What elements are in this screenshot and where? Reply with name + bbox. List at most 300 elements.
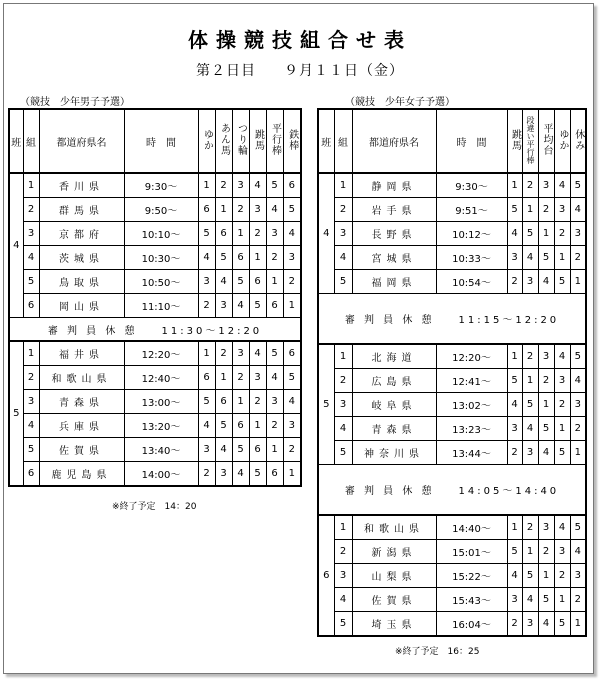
- pref-cell: 鳥取県: [39, 270, 124, 294]
- rest-label: 審 判 員 休 憩: [47, 325, 138, 337]
- order-cell: 4: [522, 417, 538, 441]
- header-event-label: 段違い平行棒: [526, 115, 535, 164]
- header-row: [9, 109, 301, 173]
- order-cell: 3: [522, 441, 538, 465]
- time-cell: 16:04〜: [436, 612, 507, 637]
- order-cell: 3: [507, 588, 522, 612]
- order-cell: 6: [266, 462, 283, 487]
- time-cell: 15:22〜: [436, 564, 507, 588]
- header-kumi: 組: [23, 109, 39, 173]
- header-event: [538, 109, 554, 173]
- order-cell: 1: [522, 369, 538, 393]
- day-label: 第２日目: [196, 63, 256, 79]
- time-cell: 15:01〜: [436, 540, 507, 564]
- order-cell: 2: [522, 515, 538, 540]
- order-cell: 3: [522, 612, 538, 637]
- pref-cell: 兵庫県: [39, 414, 124, 438]
- kumi-cell: 4: [334, 246, 352, 270]
- pref-cell: 和歌山県: [39, 366, 124, 390]
- header-event: [232, 109, 249, 173]
- order-cell: 2: [522, 173, 538, 198]
- kumi-cell: 1: [23, 341, 39, 366]
- order-cell: 4: [570, 198, 586, 222]
- table-row: [9, 390, 301, 414]
- pref-cell: 宮城県: [352, 246, 436, 270]
- order-cell: 2: [232, 366, 249, 390]
- table-row: [318, 441, 586, 465]
- kumi-cell: 3: [334, 393, 352, 417]
- table-row: [9, 341, 301, 366]
- header-event-label: 鉄棒: [286, 128, 298, 151]
- order-cell: 3: [554, 369, 570, 393]
- order-cell: 5: [538, 417, 554, 441]
- pref-cell: 山梨県: [352, 564, 436, 588]
- header-event-label: 休み: [572, 128, 584, 151]
- order-cell: 3: [538, 515, 554, 540]
- order-cell: 5: [249, 462, 266, 487]
- time-cell: 10:12〜: [436, 222, 507, 246]
- order-cell: 2: [507, 612, 522, 637]
- girls-caption: （競技 少年女子予選）: [345, 97, 455, 108]
- order-cell: 6: [198, 198, 215, 222]
- order-cell: 6: [283, 341, 301, 366]
- table-row: [9, 366, 301, 390]
- pref-cell: 群馬県: [39, 198, 124, 222]
- time-cell: 15:43〜: [436, 588, 507, 612]
- order-cell: 1: [215, 198, 232, 222]
- page-title: 体操競技組合せ表: [188, 28, 412, 52]
- rest-row: [318, 294, 586, 345]
- pref-cell: 福岡県: [352, 270, 436, 294]
- rest-row: [318, 465, 586, 516]
- time-cell: 12:20〜: [124, 341, 198, 366]
- order-cell: 5: [522, 222, 538, 246]
- order-cell: 4: [570, 369, 586, 393]
- han-cell: 4: [9, 173, 23, 318]
- order-cell: 6: [232, 414, 249, 438]
- kumi-cell: 1: [334, 515, 352, 540]
- order-cell: 4: [538, 270, 554, 294]
- order-cell: 1: [554, 417, 570, 441]
- order-cell: 6: [215, 390, 232, 414]
- order-cell: 1: [570, 612, 586, 637]
- order-cell: 4: [522, 246, 538, 270]
- order-cell: 3: [507, 417, 522, 441]
- time-cell: 10:10〜: [124, 222, 198, 246]
- table-row: [9, 294, 301, 318]
- rest-time: 11:30〜12:20: [161, 325, 263, 337]
- order-cell: 5: [507, 369, 522, 393]
- order-cell: 2: [570, 588, 586, 612]
- order-cell: 1: [283, 462, 301, 487]
- order-cell: 4: [266, 366, 283, 390]
- table-row: [9, 270, 301, 294]
- order-cell: 5: [249, 294, 266, 318]
- order-cell: 2: [554, 564, 570, 588]
- order-cell: 3: [507, 246, 522, 270]
- kumi-cell: 6: [23, 462, 39, 487]
- order-cell: 5: [538, 588, 554, 612]
- girls-schedule-table: [317, 108, 587, 637]
- pref-cell: 青森県: [39, 390, 124, 414]
- order-cell: 2: [198, 462, 215, 487]
- boys-end-note: ※終了予定 14：20: [112, 502, 197, 512]
- order-cell: 3: [215, 294, 232, 318]
- order-cell: 4: [507, 222, 522, 246]
- order-cell: 2: [283, 438, 301, 462]
- order-cell: 3: [554, 198, 570, 222]
- order-cell: 1: [554, 588, 570, 612]
- order-cell: 1: [538, 222, 554, 246]
- rest-time: 11:15〜12:20: [458, 315, 560, 326]
- table-row: [318, 270, 586, 294]
- order-cell: 5: [215, 414, 232, 438]
- table-row: [318, 344, 586, 369]
- table-row: [318, 588, 586, 612]
- time-cell: 13:40〜: [124, 438, 198, 462]
- kumi-cell: 2: [23, 366, 39, 390]
- order-cell: 5: [198, 222, 215, 246]
- kumi-cell: 3: [23, 222, 39, 246]
- order-cell: 2: [283, 270, 301, 294]
- time-cell: 13:00〜: [124, 390, 198, 414]
- order-cell: 1: [522, 540, 538, 564]
- kumi-cell: 5: [334, 270, 352, 294]
- han-cell: 6: [318, 515, 334, 636]
- order-cell: 5: [522, 564, 538, 588]
- order-cell: 1: [507, 515, 522, 540]
- order-cell: 5: [554, 612, 570, 637]
- order-cell: 1: [232, 390, 249, 414]
- order-cell: 4: [507, 393, 522, 417]
- time-cell: 14:40〜: [436, 515, 507, 540]
- order-cell: 1: [249, 414, 266, 438]
- time-cell: 12:41〜: [436, 369, 507, 393]
- order-cell: 2: [266, 246, 283, 270]
- order-cell: 2: [249, 390, 266, 414]
- order-cell: 2: [198, 294, 215, 318]
- time-cell: 12:20〜: [436, 344, 507, 369]
- han-cell: 5: [318, 344, 334, 465]
- kumi-cell: 5: [334, 612, 352, 637]
- order-cell: 2: [538, 369, 554, 393]
- time-cell: 10:30〜: [124, 246, 198, 270]
- order-cell: 6: [198, 366, 215, 390]
- order-cell: 3: [570, 393, 586, 417]
- kumi-cell: 3: [334, 564, 352, 588]
- order-cell: 3: [522, 270, 538, 294]
- pref-cell: 和歌山県: [352, 515, 436, 540]
- rest-cell: [318, 465, 586, 516]
- order-cell: 1: [507, 173, 522, 198]
- order-cell: 1: [538, 393, 554, 417]
- table-row: [9, 246, 301, 270]
- order-cell: 3: [249, 366, 266, 390]
- table-row: [318, 540, 586, 564]
- order-cell: 5: [215, 246, 232, 270]
- order-cell: 3: [198, 270, 215, 294]
- order-cell: 6: [249, 438, 266, 462]
- order-cell: 6: [283, 173, 301, 198]
- kumi-cell: 1: [334, 344, 352, 369]
- header-event-label: 平行棒: [269, 123, 281, 156]
- time-cell: 10:54〜: [436, 270, 507, 294]
- pref-cell: 青森県: [352, 417, 436, 441]
- order-cell: 4: [249, 173, 266, 198]
- order-cell: 4: [283, 390, 301, 414]
- order-cell: 2: [215, 341, 232, 366]
- order-cell: 4: [198, 414, 215, 438]
- table-row: [9, 414, 301, 438]
- order-cell: 5: [283, 366, 301, 390]
- order-cell: 4: [266, 198, 283, 222]
- order-cell: 3: [215, 462, 232, 487]
- order-cell: 3: [538, 344, 554, 369]
- kumi-cell: 2: [23, 198, 39, 222]
- order-cell: 6: [215, 222, 232, 246]
- order-cell: 3: [538, 173, 554, 198]
- order-cell: 5: [522, 393, 538, 417]
- order-cell: 1: [232, 222, 249, 246]
- order-cell: 5: [538, 246, 554, 270]
- order-cell: 1: [198, 173, 215, 198]
- order-cell: 3: [570, 564, 586, 588]
- kumi-cell: 5: [23, 438, 39, 462]
- header-time: 時 間: [436, 109, 507, 173]
- kumi-cell: 1: [23, 173, 39, 198]
- kumi-cell: 5: [23, 270, 39, 294]
- han-cell: 5: [9, 341, 23, 486]
- header-event: [215, 109, 232, 173]
- table-row: [318, 173, 586, 198]
- kumi-cell: 4: [334, 588, 352, 612]
- order-cell: 4: [249, 341, 266, 366]
- kumi-cell: 3: [334, 222, 352, 246]
- order-cell: 1: [522, 198, 538, 222]
- header-event-label: ゆか: [557, 128, 568, 151]
- order-cell: 4: [522, 588, 538, 612]
- order-cell: 2: [507, 270, 522, 294]
- header-event: [249, 109, 266, 173]
- time-cell: 9:30〜: [124, 173, 198, 198]
- order-cell: 6: [266, 294, 283, 318]
- pref-cell: 香川県: [39, 173, 124, 198]
- kumi-cell: 2: [334, 540, 352, 564]
- order-cell: 4: [554, 515, 570, 540]
- table-row: [318, 515, 586, 540]
- order-cell: 1: [570, 270, 586, 294]
- order-cell: 4: [570, 540, 586, 564]
- order-cell: 1: [538, 564, 554, 588]
- pref-cell: 佐賀県: [352, 588, 436, 612]
- table-row: [318, 369, 586, 393]
- pref-cell: 鹿児島県: [39, 462, 124, 487]
- order-cell: 3: [232, 173, 249, 198]
- order-cell: 3: [570, 222, 586, 246]
- header-event-label: ゆか: [201, 128, 213, 151]
- order-cell: 4: [232, 462, 249, 487]
- pref-cell: 神奈川県: [352, 441, 436, 465]
- order-cell: 5: [266, 173, 283, 198]
- order-cell: 5: [507, 540, 522, 564]
- rest-label: 審 判 員 休 憩: [344, 486, 435, 497]
- pref-cell: 北海道: [352, 344, 436, 369]
- order-cell: 2: [554, 222, 570, 246]
- order-cell: 5: [232, 438, 249, 462]
- order-cell: 2: [570, 417, 586, 441]
- order-cell: 1: [266, 438, 283, 462]
- time-cell: 13:44〜: [436, 441, 507, 465]
- pref-cell: 長野県: [352, 222, 436, 246]
- rest-label: 審 判 員 休 憩: [344, 315, 435, 326]
- kumi-cell: 6: [23, 294, 39, 318]
- header-event-label: あん馬: [218, 123, 230, 156]
- pref-cell: 岐阜県: [352, 393, 436, 417]
- order-cell: 1: [554, 246, 570, 270]
- time-cell: 13:20〜: [124, 414, 198, 438]
- header-han: 班: [318, 109, 334, 173]
- table-row: [9, 462, 301, 487]
- order-cell: 4: [554, 173, 570, 198]
- table-row: [9, 173, 301, 198]
- order-cell: 3: [554, 540, 570, 564]
- order-cell: 3: [283, 414, 301, 438]
- header-event: [198, 109, 215, 173]
- header-event: [554, 109, 570, 173]
- kumi-cell: 4: [334, 417, 352, 441]
- order-cell: 1: [215, 366, 232, 390]
- header-time: 時 間: [124, 109, 198, 173]
- table-row: [318, 612, 586, 637]
- order-cell: 5: [554, 270, 570, 294]
- order-cell: 2: [215, 173, 232, 198]
- order-cell: 3: [266, 222, 283, 246]
- pref-cell: 埼玉県: [352, 612, 436, 637]
- date-label: ９月１１日（金）: [284, 63, 404, 79]
- pref-cell: 新潟県: [352, 540, 436, 564]
- order-cell: 5: [554, 441, 570, 465]
- kumi-cell: 4: [23, 414, 39, 438]
- order-cell: 2: [538, 540, 554, 564]
- header-event-label: 跳馬: [509, 128, 521, 151]
- order-cell: 4: [538, 441, 554, 465]
- order-cell: 2: [522, 344, 538, 369]
- order-cell: 5: [507, 198, 522, 222]
- kumi-cell: 2: [334, 369, 352, 393]
- rest-cell: [318, 294, 586, 345]
- table-row: [9, 198, 301, 222]
- time-cell: 12:40〜: [124, 366, 198, 390]
- han-cell: 4: [318, 173, 334, 294]
- order-cell: 3: [249, 198, 266, 222]
- order-cell: 3: [232, 341, 249, 366]
- table-row: [318, 198, 586, 222]
- page-subtitle: [0, 60, 600, 80]
- time-cell: 11:10〜: [124, 294, 198, 318]
- table-row: [318, 417, 586, 441]
- order-cell: 3: [283, 246, 301, 270]
- pref-cell: 茨城県: [39, 246, 124, 270]
- time-cell: 9:30〜: [436, 173, 507, 198]
- order-cell: 4: [283, 222, 301, 246]
- order-cell: 3: [198, 438, 215, 462]
- order-cell: 1: [570, 441, 586, 465]
- pref-cell: 福井県: [39, 341, 124, 366]
- rest-row: [9, 318, 301, 342]
- time-cell: 13:02〜: [436, 393, 507, 417]
- order-cell: 2: [507, 441, 522, 465]
- header-event-label: 跳馬: [252, 128, 264, 151]
- rest-cell: [9, 318, 301, 342]
- header-kumi: 組: [334, 109, 352, 173]
- order-cell: 6: [232, 246, 249, 270]
- order-cell: 5: [198, 390, 215, 414]
- kumi-cell: 4: [23, 246, 39, 270]
- header-event-label: つり輪: [235, 123, 247, 156]
- order-cell: 2: [266, 414, 283, 438]
- pref-cell: 広島県: [352, 369, 436, 393]
- pref-cell: 岩手県: [352, 198, 436, 222]
- time-cell: 9:51〜: [436, 198, 507, 222]
- order-cell: 4: [215, 438, 232, 462]
- time-cell: 10:50〜: [124, 270, 198, 294]
- order-cell: 2: [538, 198, 554, 222]
- order-cell: 5: [266, 341, 283, 366]
- pref-cell: 京都府: [39, 222, 124, 246]
- table-row: [318, 564, 586, 588]
- time-cell: 10:33〜: [436, 246, 507, 270]
- order-cell: 4: [215, 270, 232, 294]
- table-row: [318, 222, 586, 246]
- order-cell: 5: [570, 344, 586, 369]
- order-cell: 4: [198, 246, 215, 270]
- order-cell: 4: [507, 564, 522, 588]
- order-cell: 5: [570, 515, 586, 540]
- kumi-cell: 2: [334, 198, 352, 222]
- header-event: [507, 109, 522, 173]
- order-cell: 1: [266, 270, 283, 294]
- header-event: [266, 109, 283, 173]
- header-pref: 都道府県名: [352, 109, 436, 173]
- order-cell: 2: [570, 246, 586, 270]
- header-pref: 都道府県名: [39, 109, 124, 173]
- table-row: [9, 222, 301, 246]
- header-event: [522, 109, 538, 173]
- order-cell: 4: [538, 612, 554, 637]
- kumi-cell: 3: [23, 390, 39, 414]
- kumi-cell: 5: [334, 441, 352, 465]
- table-row: [318, 393, 586, 417]
- table-row: [9, 438, 301, 462]
- order-cell: 1: [198, 341, 215, 366]
- order-cell: 4: [232, 294, 249, 318]
- order-cell: 5: [283, 198, 301, 222]
- table-row: [318, 246, 586, 270]
- boys-caption: （競技 少年男子予選）: [20, 97, 130, 108]
- order-cell: 2: [249, 222, 266, 246]
- order-cell: 1: [283, 294, 301, 318]
- kumi-cell: 1: [334, 173, 352, 198]
- header-event: [283, 109, 301, 173]
- girls-end-note: ※終了予定 16：25: [395, 647, 480, 657]
- rest-time: 14:05〜14:40: [458, 486, 560, 497]
- order-cell: 4: [554, 344, 570, 369]
- order-cell: 5: [232, 270, 249, 294]
- time-cell: 13:23〜: [436, 417, 507, 441]
- order-cell: 3: [266, 390, 283, 414]
- time-cell: 14:00〜: [124, 462, 198, 487]
- header-event: [570, 109, 586, 173]
